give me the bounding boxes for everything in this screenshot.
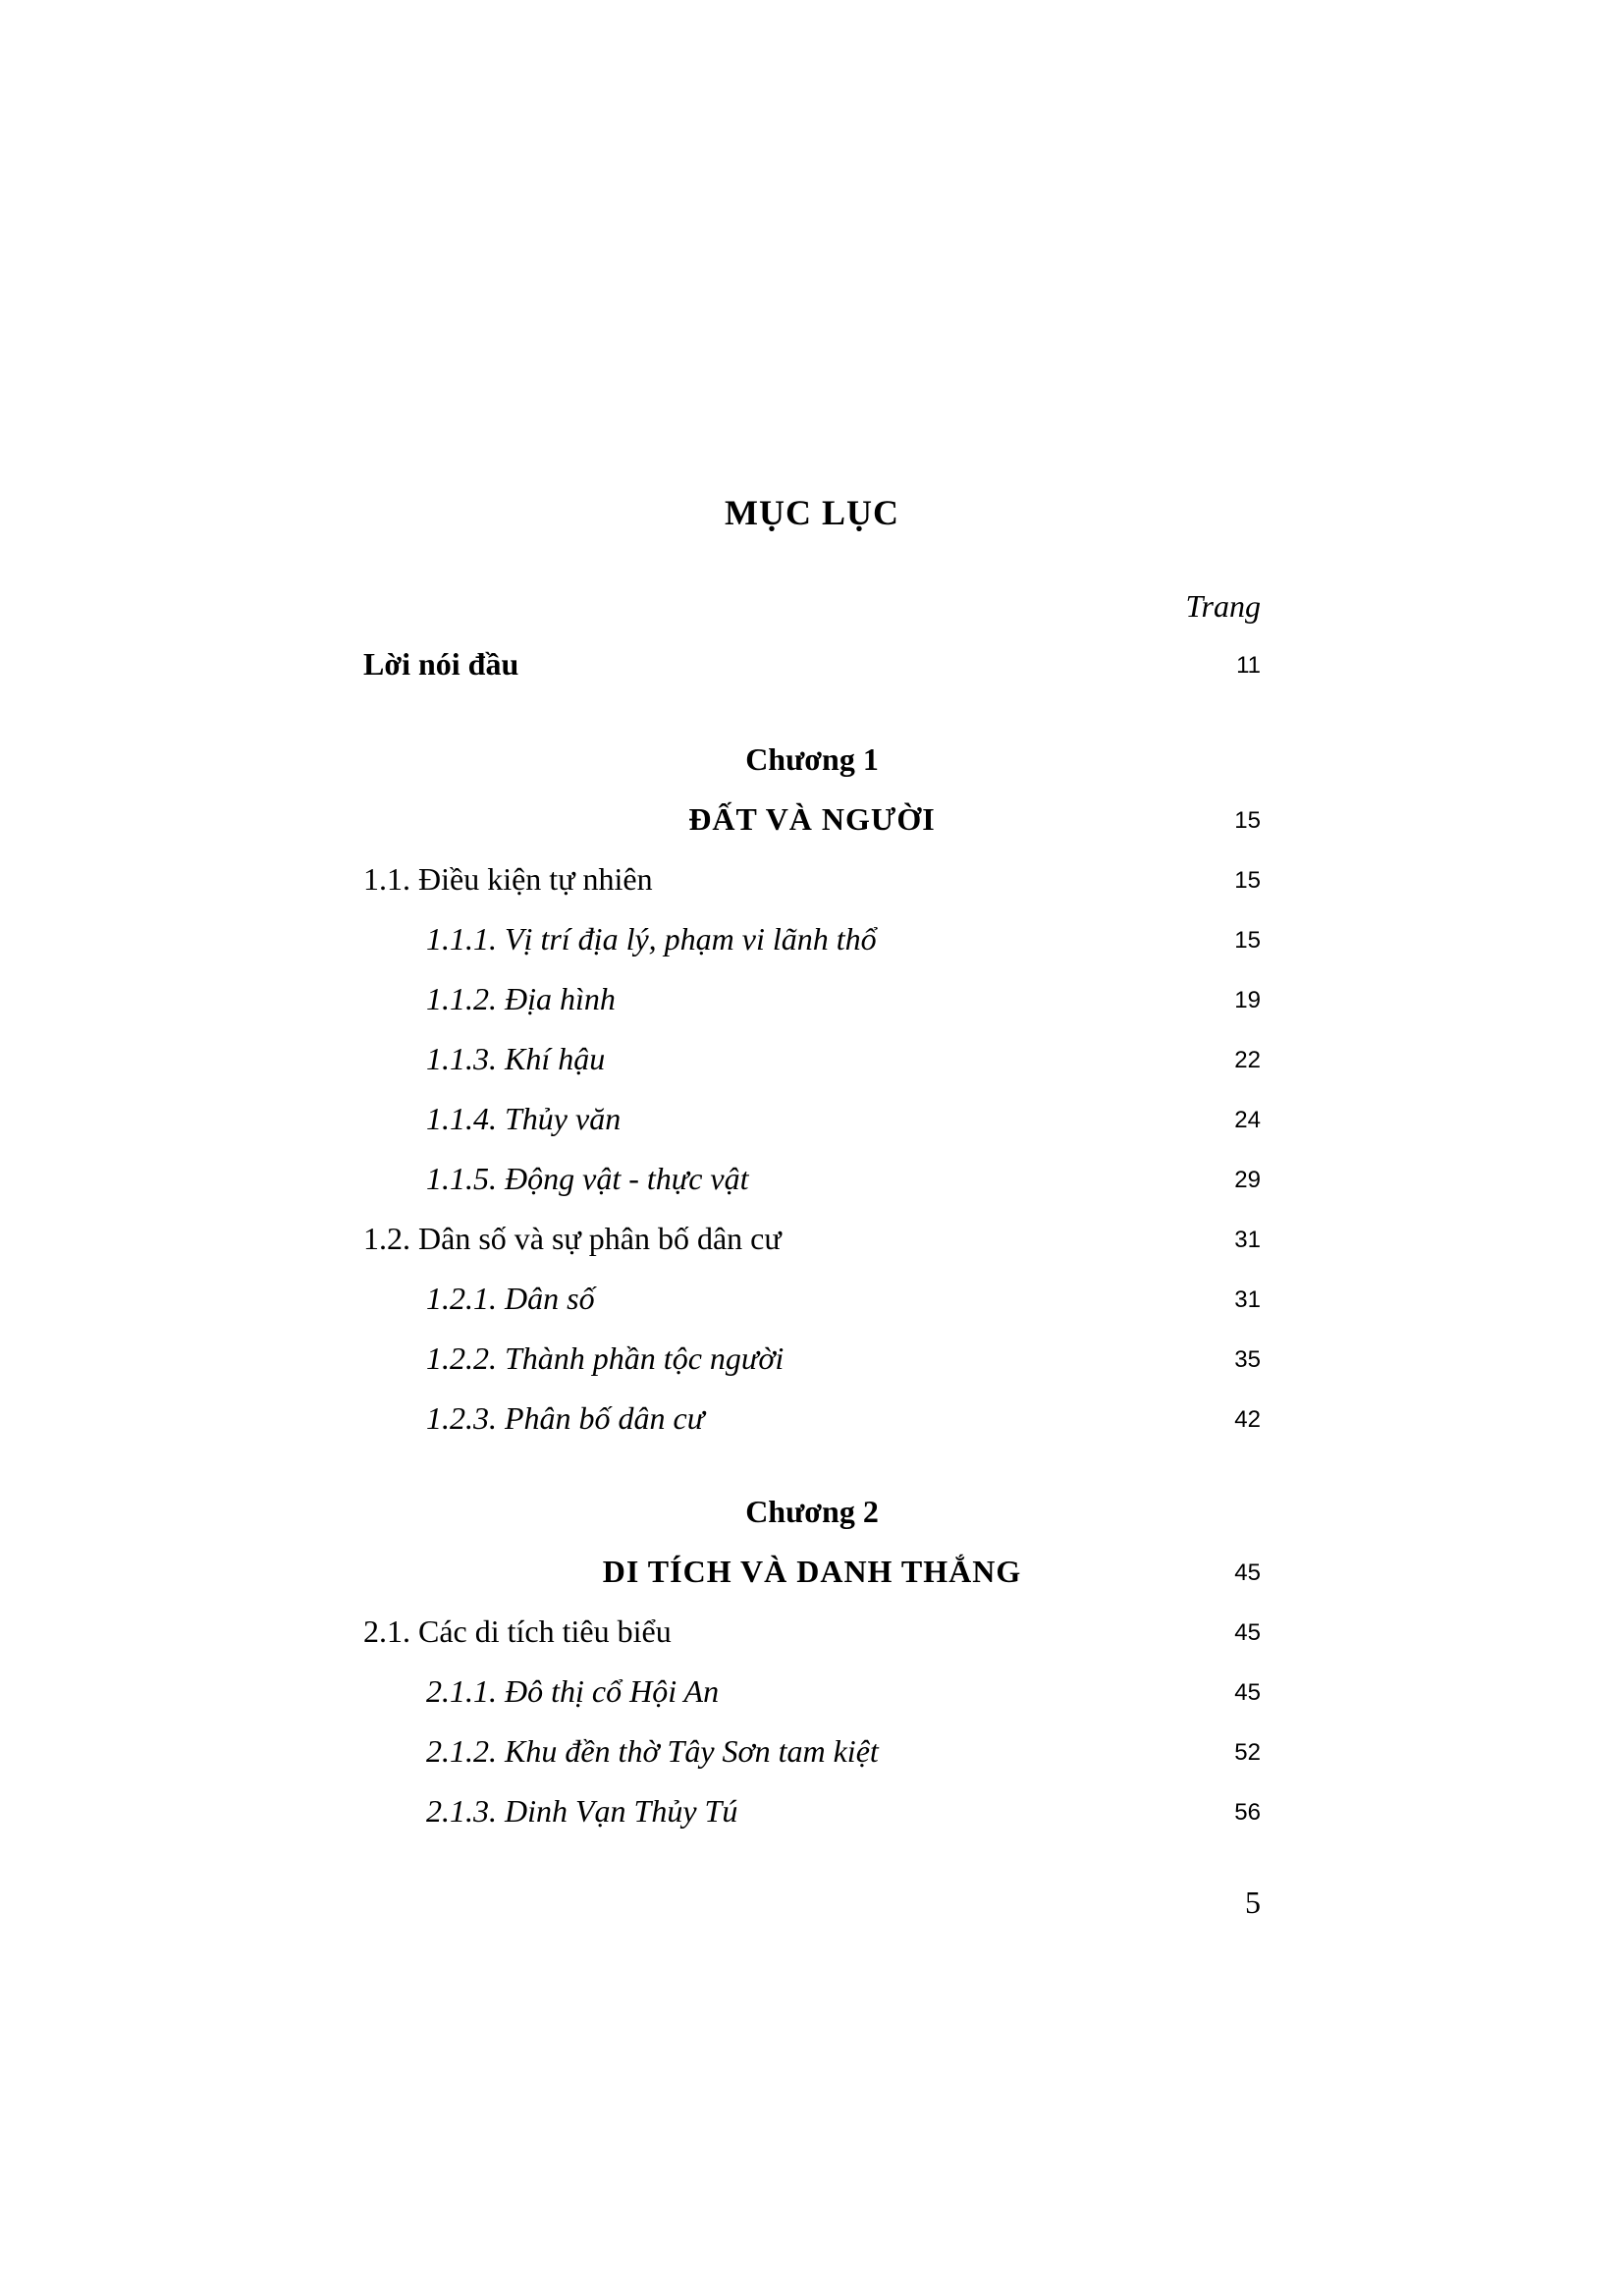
toc-entry-subsection[interactable]: [363, 917, 1261, 960]
toc-entry-page: 22: [1234, 1047, 1261, 1073]
chapter-heading: Chương 1: [745, 741, 879, 777]
toc-entry-label: ĐẤT VÀ NGƯỜI: [688, 801, 936, 837]
toc-entry-section[interactable]: [363, 1217, 1261, 1260]
toc-entry-page: 11: [1236, 652, 1261, 679]
toc-entry-page: 42: [1234, 1406, 1261, 1433]
toc-entry-chapter-title[interactable]: [363, 797, 1261, 841]
toc-entry-page: 15: [1234, 867, 1261, 894]
toc-entry-page: 45: [1234, 1559, 1261, 1586]
toc-entry-subsection[interactable]: [363, 1789, 1261, 1832]
toc-entry-page: 52: [1234, 1739, 1261, 1766]
toc-entry-label: DI TÍCH VÀ DANH THẮNG: [602, 1554, 1022, 1589]
toc-entry-subsection[interactable]: [363, 977, 1261, 1020]
toc-entry-section[interactable]: [363, 1610, 1261, 1653]
toc-entry-subsection[interactable]: [363, 1037, 1261, 1080]
page-column-label: Trang: [1185, 588, 1261, 624]
toc-entry-label: 1.2.2. Thành phần tộc người: [426, 1340, 785, 1376]
toc-entry-page: 31: [1234, 1227, 1261, 1253]
toc-entry-subsection[interactable]: [363, 1157, 1261, 1200]
toc-entry-page: 29: [1234, 1167, 1261, 1193]
toc-entry-label: 2.1.3. Dinh Vạn Thủy Tú: [426, 1793, 738, 1829]
page-title: MỤC LỤC: [725, 493, 899, 532]
toc-entry-page: 15: [1234, 807, 1261, 834]
toc-entry-page: 45: [1234, 1619, 1261, 1646]
toc-entry-label: 1.2. Dân số và sự phân bố dân cư: [363, 1221, 782, 1256]
toc-entry-page: 45: [1234, 1679, 1261, 1706]
toc-entry-page: 56: [1234, 1799, 1261, 1826]
chapter-heading: Chương 2: [745, 1494, 879, 1529]
toc-entry-label: 1.1.5. Động vật - thực vật: [426, 1161, 749, 1196]
toc-entry-label: 1.1. Điều kiện tự nhiên: [363, 861, 653, 897]
toc-entry-subsection[interactable]: [363, 1277, 1261, 1320]
toc-entry-page: 31: [1234, 1286, 1261, 1313]
toc-entry-chapter-title[interactable]: [363, 1550, 1261, 1593]
toc-entry-section[interactable]: [363, 857, 1261, 901]
toc-entry-label: 2.1. Các di tích tiêu biểu: [363, 1613, 672, 1649]
toc-entry-subsection[interactable]: [363, 1337, 1261, 1380]
toc-entry-page: 19: [1234, 987, 1261, 1013]
toc-entry-label: 1.1.4. Thủy văn: [426, 1101, 622, 1136]
toc-entry-subsection[interactable]: [363, 1729, 1261, 1773]
page-number: 5: [1245, 1885, 1261, 1920]
toc-entry-page: 15: [1234, 927, 1261, 954]
toc-entry-label: 2.1.2. Khu đền thờ Tây Sơn tam kiệt: [426, 1733, 879, 1769]
toc-entry-page: 24: [1234, 1107, 1261, 1133]
toc-entry-subsection[interactable]: [363, 1097, 1261, 1140]
toc-entry-subsection[interactable]: [363, 1669, 1261, 1713]
toc-entry-label: 2.1.1. Đô thị cổ Hội An: [426, 1673, 720, 1709]
toc-entry-label: Lời nói đầu: [363, 646, 519, 682]
toc-entry-label: 1.2.3. Phân bố dân cư: [426, 1400, 705, 1436]
toc-entry-subsection[interactable]: [363, 1396, 1261, 1440]
toc-entry-page: 35: [1234, 1346, 1261, 1373]
toc-entry-label: 1.1.3. Khí hậu: [426, 1041, 606, 1076]
toc-entry-label: 1.1.1. Vị trí địa lý, phạm vi lãnh thổ: [426, 921, 877, 957]
toc-entry-label: 1.1.2. Địa hình: [426, 981, 616, 1016]
toc-entry-label: 1.2.1. Dân số: [426, 1281, 595, 1316]
toc-entry-preface[interactable]: [363, 642, 1261, 685]
